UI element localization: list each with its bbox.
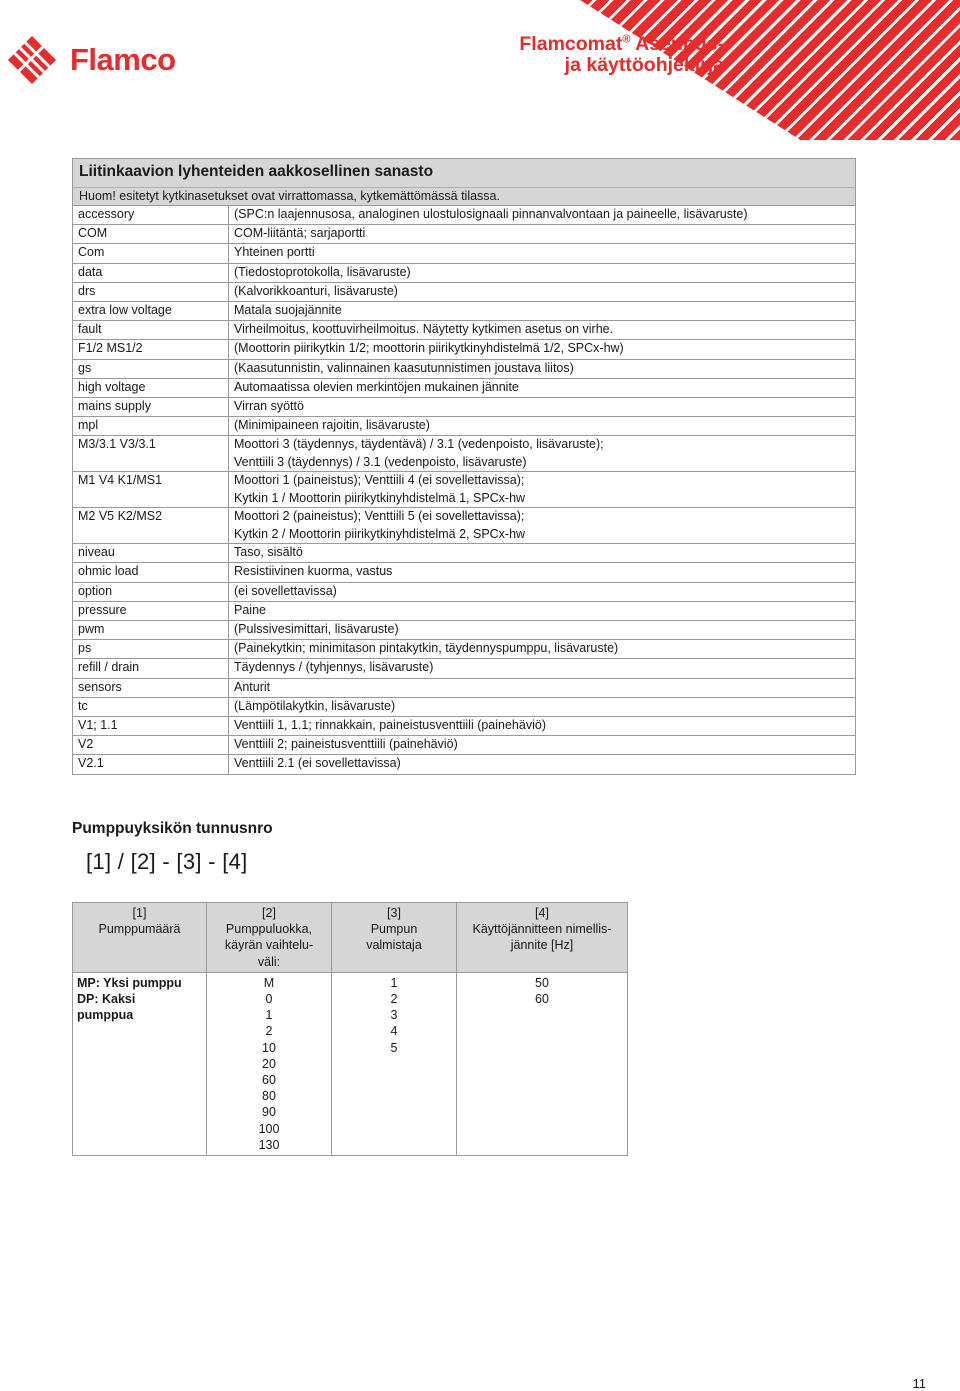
glossary-definition [229, 602, 855, 620]
glossary-row [73, 735, 855, 754]
glossary-definition [229, 563, 855, 581]
glossary-definition [229, 283, 855, 301]
glossary-definition-line: Kytkin 2 / Moottorin piirikytkinyhdistelmä 2, SPCx-hw [234, 526, 526, 541]
glossary-rows [73, 206, 855, 774]
glossary-definition [229, 508, 855, 543]
glossary-definition [229, 379, 855, 397]
glossary-term: refill / drain [73, 659, 229, 677]
glossary-definition-line: (Pulssivesimittari, lisävaruste) [234, 622, 399, 636]
pump-table-values-row [73, 972, 628, 1155]
glossary-row [73, 562, 855, 581]
glossary-definition-line: COM-liitäntä; sarjaportti [234, 226, 366, 241]
pump-column-header-line: Pumpun [370, 922, 418, 937]
glossary-row [73, 543, 855, 562]
glossary-term: V2.1 [73, 755, 229, 773]
glossary-definition-line: Moottori 3 (täydennys, täydentävä) / 3.1 (vedenpoisto, lisävaruste); [234, 437, 604, 452]
glossary-definition-line: (Minimipaineen rajoitin, lisävaruste) [234, 418, 430, 433]
glossary-definition [229, 436, 855, 471]
pump-column-header-line: väli: [257, 954, 281, 969]
glossary-row [73, 378, 855, 397]
pump-column-value: 0 [265, 992, 273, 1007]
pump-column-value: 5 [390, 1040, 398, 1055]
glossary-definition-line: Matala suojajännite [234, 302, 342, 317]
glossary-term: mains supply [73, 398, 229, 416]
pump-column-values [457, 972, 628, 1155]
glossary-definition-line: Moottori 2 (paineistus); Venttiili 5 (ei sovellettavissa); [234, 509, 525, 524]
glossary-term: ps [73, 640, 229, 658]
glossary-definition [229, 360, 855, 378]
glossary-term: pressure [73, 602, 229, 620]
glossary-definition-line: Venttiili 2.1 (ei sovellettavissa) [234, 756, 401, 771]
glossary-row [73, 206, 855, 224]
glossary-definition [229, 398, 855, 416]
pump-column-header-line: Käyttöjännitteen nimellis- [472, 922, 612, 937]
pump-id-title: Pumppuyksikön tunnusnro [72, 820, 273, 837]
glossary-definition-line: Venttiili 2; paineistusventtiili (painehäviö) [234, 737, 458, 752]
pump-column-header [73, 903, 207, 973]
glossary-row [73, 263, 855, 282]
glossary-definition [229, 244, 855, 262]
glossary-definition [229, 225, 855, 243]
glossary-definition-line: (Kalvorikkoanturi, lisävaruste) [234, 283, 398, 298]
glossary-row [73, 716, 855, 735]
glossary-row [73, 678, 855, 697]
glossary-term: ohmic load [73, 563, 229, 581]
glossary-term: accessory [73, 206, 229, 224]
glossary-definition-line: (Lämpötilakytkin, lisävaruste) [234, 698, 396, 713]
glossary-definition [229, 698, 855, 716]
glossary-row [73, 339, 855, 358]
pump-column-value: 1 [265, 1008, 273, 1023]
glossary-term: fault [73, 321, 229, 339]
pump-column-value: 100 [258, 1121, 280, 1136]
glossary-row [73, 301, 855, 320]
page-number: 11 [912, 1376, 926, 1391]
glossary-term: option [73, 583, 229, 601]
glossary-note: Huom! esitetyt kytkinasetukset ovat virrattomassa, kytkemättömässä tilassa. [73, 187, 855, 205]
glossary-term: niveau [73, 544, 229, 562]
glossary-row [73, 282, 855, 301]
glossary-row [73, 471, 855, 507]
pump-column-value: pumppua [77, 1008, 134, 1023]
pump-column-value: 60 [262, 1073, 276, 1088]
pump-column-value: 20 [262, 1056, 276, 1071]
glossary-definition [229, 472, 855, 507]
glossary-term: sensors [73, 679, 229, 697]
glossary-row [73, 397, 855, 416]
glossary-row [73, 243, 855, 262]
pump-column-header [207, 903, 332, 973]
glossary-definition [229, 321, 855, 339]
pump-column-header-line: käyrän vaihtelu- [224, 938, 314, 953]
pump-column-header-line: [4] [535, 906, 549, 920]
glossary-definition-line: Kytkin 1 / Moottorin piirikytkinyhdistelmä 1, SPCx-hw [234, 490, 526, 505]
glossary-definition-line: (Moottorin piirikytkin 1/2; moottorin piirikytkinyhdistelmä 1/2, SPCx-hw) [234, 341, 624, 356]
glossary-definition-line: (Tiedostoprotokolla, lisävaruste) [234, 264, 411, 279]
pump-column-value: DP: Kaksi [77, 992, 136, 1007]
pump-column-value: 130 [258, 1137, 280, 1152]
document-title: Flamcomat® Asennus- ja käyttöohjekirja [519, 33, 724, 76]
glossary-term: drs [73, 283, 229, 301]
glossary-definition-line: Moottori 1 (paineistus); Venttiili 4 (ei sovellettavissa); [234, 473, 525, 488]
glossary-row [73, 754, 855, 773]
glossary-row [73, 435, 855, 471]
glossary-term: COM [73, 225, 229, 243]
pump-column-value: 1 [390, 975, 398, 990]
pump-column-values [207, 972, 332, 1155]
pump-column-value: 4 [390, 1024, 398, 1039]
pump-column-header-line: [1] [132, 906, 147, 920]
pump-column-value: 60 [535, 992, 549, 1007]
glossary-definition-line: Yhteinen portti [234, 245, 315, 260]
glossary-definition [229, 755, 855, 773]
glossary-row [73, 507, 855, 543]
pump-id-format: [1] / [2] - [3] - [4] [86, 849, 248, 874]
glossary-definition [229, 544, 855, 562]
glossary-definition [229, 302, 855, 320]
pump-column-value: 10 [262, 1040, 276, 1055]
pump-column-values [73, 972, 207, 1155]
glossary-row [73, 359, 855, 378]
glossary-title: Liitinkaavion lyhenteiden aakkosellinen sanasto [79, 163, 434, 180]
glossary-term: gs [73, 360, 229, 378]
glossary-row [73, 620, 855, 639]
glossary-definition [229, 417, 855, 435]
pump-column-value: 90 [262, 1105, 276, 1120]
glossary-definition-line: Anturit [234, 679, 271, 694]
pump-column-value: 80 [262, 1089, 276, 1104]
pump-column-header [332, 903, 457, 973]
pump-column-value: 2 [390, 992, 398, 1007]
glossary-definition [229, 659, 855, 677]
pump-column-header-line: jännite [Hz] [510, 938, 574, 953]
glossary-term: tc [73, 698, 229, 716]
glossary-row [73, 697, 855, 716]
pump-column-values [332, 972, 457, 1155]
glossary-term: M2 V5 K2/MS2 [73, 508, 229, 543]
glossary-row [73, 320, 855, 339]
glossary-table [72, 158, 856, 775]
pump-id-table [72, 902, 628, 1156]
glossary-row [73, 601, 855, 620]
glossary-definition-line: (Painekytkin; minimitason pintakytkin, täydennyspumppu, lisävaruste) [234, 641, 619, 656]
glossary-term: mpl [73, 417, 229, 435]
glossary-definition [229, 340, 855, 358]
glossary-row [73, 224, 855, 243]
pump-column-header-line: valmistaja [366, 938, 422, 953]
pump-column-header-line: Pumppuluokka, [225, 922, 313, 937]
glossary-term: high voltage [73, 379, 229, 397]
flamco-logo [6, 34, 176, 86]
glossary-definition [229, 206, 855, 224]
pump-column-value: MP: Yksi pumppu [77, 975, 182, 990]
glossary-definition [229, 679, 855, 697]
pump-column-value: 50 [535, 975, 549, 990]
glossary-row [73, 416, 855, 435]
glossary-term: M1 V4 K1/MS1 [73, 472, 229, 507]
glossary-definition-line: (Kaasutunnistin, valinnainen kaasutunnistimen joustava liitos) [234, 360, 574, 375]
glossary-definition-line: Virran syöttö [234, 398, 304, 413]
glossary-row [73, 582, 855, 601]
glossary-term: extra low voltage [73, 302, 229, 320]
glossary-definition-line: Venttiili 3 (täydennys) / 3.1 (vedenpoisto, lisävaruste) [234, 454, 527, 469]
glossary-term: pwm [73, 621, 229, 639]
glossary-row [73, 639, 855, 658]
glossary-definition-line: Venttiili 1, 1.1; rinnakkain, paineistusventtiili (painehäviö) [234, 717, 546, 732]
glossary-definition [229, 621, 855, 639]
glossary-term: V2 [73, 736, 229, 754]
glossary-definition-line: (ei sovellettavissa) [234, 583, 337, 598]
pump-column-header-line: [2] [262, 906, 276, 920]
pump-column-value: 3 [390, 1008, 398, 1023]
glossary-definition [229, 717, 855, 735]
glossary-definition-line: Virheilmoitus, koottuvirheilmoitus. Näytetty kytkimen asetus on virhe. [234, 322, 614, 337]
glossary-definition-line: Paine [234, 602, 266, 617]
pump-column-value: 2 [265, 1024, 273, 1039]
glossary-term: F1/2 MS1/2 [73, 340, 229, 358]
glossary-definition-line: Resistiivinen kuorma, vastus [234, 564, 393, 579]
brand-name: Flamco [70, 42, 176, 77]
pump-column-value: M [263, 975, 275, 990]
glossary-definition-line: Taso, sisältö [234, 545, 303, 560]
glossary-definition [229, 264, 855, 282]
glossary-row [73, 658, 855, 677]
glossary-definition [229, 736, 855, 754]
pump-column-header-line: [3] [387, 906, 401, 920]
pump-table-header-row [73, 903, 628, 973]
glossary-definition-line: Automaatissa olevien merkintöjen mukainen jännite [234, 379, 519, 394]
glossary-definition-line: Täydennys / (tyhjennys, lisävaruste) [234, 660, 434, 675]
pump-column-header-line: Pumppumäärä [98, 922, 181, 937]
glossary-term: Com [73, 244, 229, 262]
glossary-definition-line: (SPC:n laajennusosa, analoginen ulostulosignaali pinnanvalvontaan ja paineelle, lisävaruste) [234, 207, 748, 221]
flamco-logo-icon [6, 34, 58, 86]
glossary-definition [229, 583, 855, 601]
glossary-header [73, 159, 855, 206]
glossary-term: M3/3.1 V3/3.1 [73, 436, 229, 471]
pump-column-header [457, 903, 628, 973]
glossary-definition [229, 640, 855, 658]
glossary-term: data [73, 264, 229, 282]
glossary-term: V1; 1.1 [73, 717, 229, 735]
